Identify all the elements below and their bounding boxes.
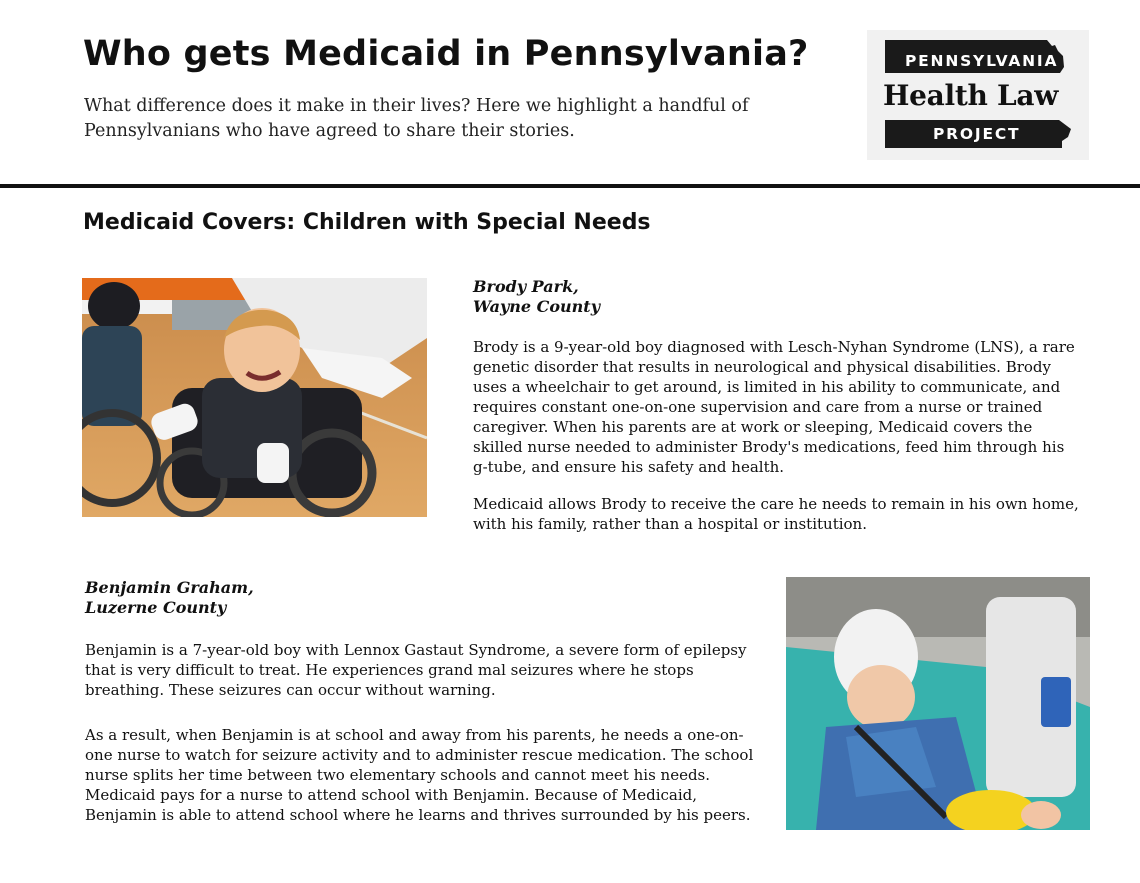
story-benjamin-name <box>85 578 254 618</box>
story-brody-name-line1: Brody Park, <box>473 277 579 296</box>
story-brody-paragraph-2: Medicaid allows Brody to receive the care he needs to remain in his own home, with his family, rather than a hospital or institution. <box>473 495 1079 533</box>
story-benjamin-paragraph-1: Benjamin is a 7-year-old boy with Lennox Gastaut Syndrome, a severe form of epilepsy that is very difficult to treat. He experiences grand mal seizures where he stops breathing. These seizures can occur without warning. <box>85 641 747 699</box>
story-brody-paragraph-1: Brody is a 9-year-old boy diagnosed with Lesch-Nyhan Syndrome (LNS), a rare genetic disorder that results in neurological and physical disabilities. Brody uses a wheelchair to get around, is limited in his ability to communicate, and requires constant one-on-one supervision and care from a nurse or trained caregiver. When his parents are at work or sleeping, Medicaid covers the skilled nurse needed to administer Brody's medications, feed him through his g-tube, and ensure his safety and health. <box>473 338 1075 476</box>
story-brody-name <box>473 277 600 317</box>
story-benjamin-name-line1: Benjamin Graham, <box>85 578 254 597</box>
organization-logo <box>867 30 1089 160</box>
story-benjamin-county: Luzerne County <box>85 598 227 617</box>
story-brody-county: Wayne County <box>473 297 600 316</box>
page-title: Who gets Medicaid in Pennsylvania? <box>83 34 809 74</box>
page-subtitle: What difference does it make in their lives? Here we highlight a handful of Pennsylvanians who have agreed to share their stories. <box>84 96 749 141</box>
logo-text-pennsylvania: PENNSYLVANIA <box>905 52 1059 70</box>
logo-text-health-law: Health Law <box>883 79 1059 112</box>
logo-text-project: PROJECT <box>933 125 1021 143</box>
benjamin-photo <box>786 577 1090 830</box>
story-benjamin-paragraph-2: As a result, when Benjamin is at school and away from his parents, he needs a one-on-one nurse to watch for seizure activity and to administer rescue medication. The school nurse splits her time between two elementary schools and cannot meet his needs. Medicaid pays for a nurse to attend school with Benjamin. Because of Medicaid, Benjamin is able to attend school where he learns and thrives surrounded by his peers. <box>85 726 754 824</box>
header-divider <box>0 184 1140 188</box>
section-title: Medicaid Covers: Children with Special Needs <box>83 210 651 235</box>
brody-photo <box>82 278 427 517</box>
